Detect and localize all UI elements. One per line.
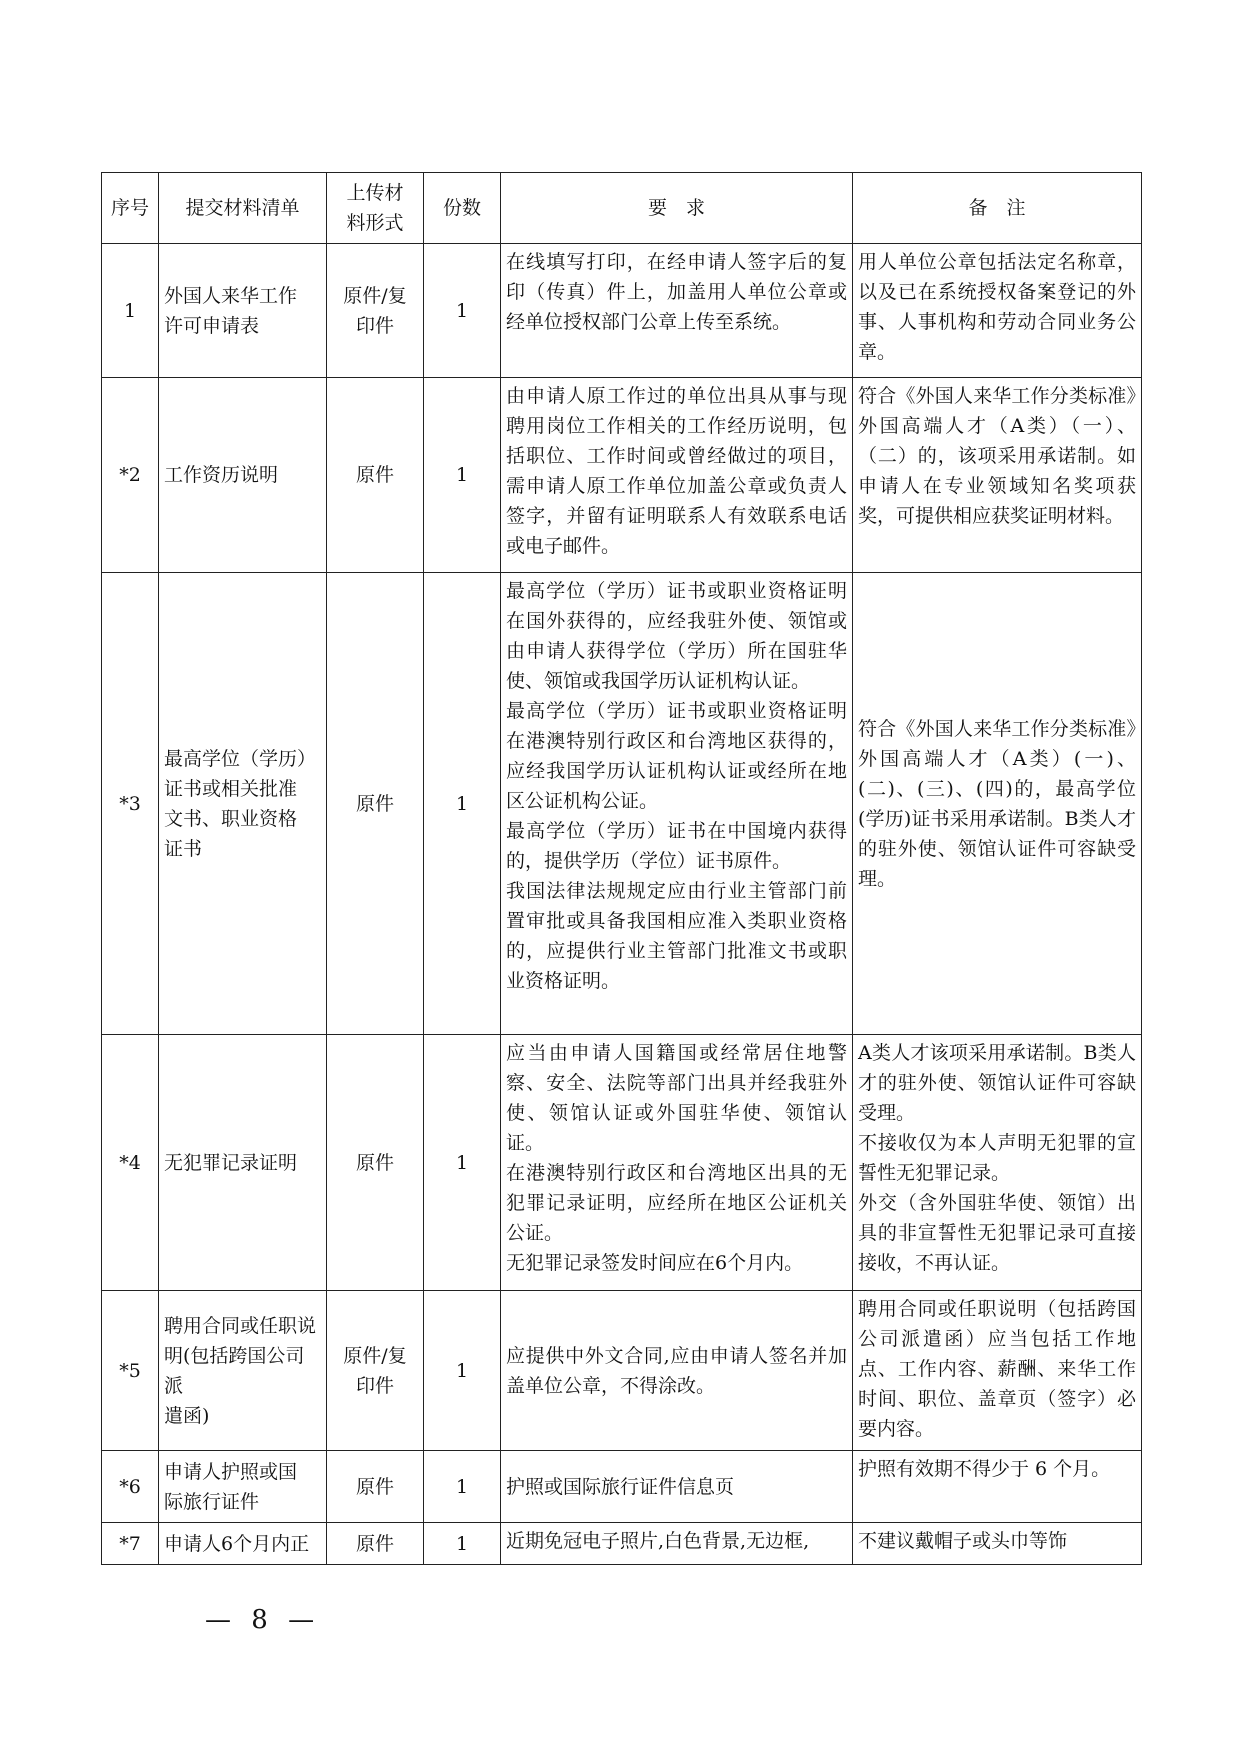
- table-row: [102, 1523, 1142, 1565]
- copy-count: 1: [424, 1291, 501, 1451]
- table-row: [102, 573, 1142, 1035]
- row-number: *2: [102, 378, 159, 573]
- requirement-cell: [501, 1291, 853, 1451]
- note-cell: [853, 244, 1142, 378]
- table-header-row: [102, 173, 1142, 244]
- table-row: [102, 1291, 1142, 1451]
- requirement-text: 应当由申请人国籍国或经常居住地警察、安全、法院等部门出具并经我驻外使、领馆认证或外国驻华使、领馆认证。: [506, 1042, 847, 1154]
- upload-form: 原件: [327, 1035, 424, 1291]
- requirement-text: 最高学位（学历）证书或职业资格证明在港澳特别行政区和台湾地区获得的，应经我国学历认证机构认证或经所在地区公证机构公证。: [506, 700, 847, 812]
- upload-form: 原件: [327, 1523, 424, 1565]
- material-name: 最高学位（学历） 证书或相关批准 文书、职业资格 证书: [159, 573, 327, 1035]
- note-text: 护照有效期不得少于 6 个月。: [858, 1458, 1111, 1480]
- header-no: 序号: [102, 173, 159, 244]
- table-row: [102, 1451, 1142, 1523]
- note-cell: [853, 1523, 1142, 1565]
- requirement-text: 护照或国际旅行证件信息页: [506, 1475, 735, 1498]
- note-text: 外交（含外国驻华使、领馆）出具的非宣誓性无犯罪记录可直接接收，不再认证。: [858, 1192, 1136, 1274]
- upload-form: 原件/复 印件: [327, 244, 424, 378]
- note-text: 不建议戴帽子或头巾等饰: [858, 1530, 1068, 1552]
- header-form: 上传材 料形式: [327, 173, 424, 244]
- header-requirement: 要 求: [501, 173, 853, 244]
- note-text: 聘用合同或任职说明（包括跨国公司派遣函）应当包括工作地点、工作内容、薪酬、来华工作时间、职位、盖章页（签字）必要内容。: [858, 1298, 1136, 1440]
- requirement-text: 在线填写打印，在经申请人签字后的复印（传真）件上，加盖用人单位公章或经单位授权部门公章上传至系统。: [506, 251, 847, 333]
- requirement-cell: [501, 1035, 853, 1291]
- material-name: 申请人6个月内正: [159, 1523, 327, 1565]
- copy-count: 1: [424, 1523, 501, 1565]
- table-row: [102, 378, 1142, 573]
- header-name: 提交材料清单: [159, 173, 327, 244]
- requirement-cell: [501, 244, 853, 378]
- row-number: *3: [102, 573, 159, 1035]
- material-name: 聘用合同或任职说 明(包括跨国公司派 遣函): [159, 1291, 327, 1451]
- row-number: *5: [102, 1291, 159, 1451]
- requirement-text: 我国法律法规规定应由行业主管部门前置审批或具备我国相应准入类职业资格的，应提供行业主管部门批准文书或职业资格证明。: [506, 880, 847, 992]
- upload-form: 原件: [327, 378, 424, 573]
- requirement-text: 在港澳特别行政区和台湾地区出具的无犯罪记录证明，应经所在地区公证机关公证。: [506, 1162, 847, 1244]
- note-text: 符合《外国人来华工作分类标准》外国高端人才（A类）(一)、(二)、(三)、(四)的，最高学位(学历)证书采用承诺制。B类人才的驻外使、领馆认证件可容缺受理。: [858, 717, 1136, 890]
- row-number: *4: [102, 1035, 159, 1291]
- material-name: 外国人来华工作 许可申请表: [159, 244, 327, 378]
- requirement-cell: [501, 378, 853, 573]
- materials-table: [101, 172, 1142, 1565]
- requirement-text: 应提供中外文合同,应由申请人签名并加盖单位公章，不得涂改。: [506, 1344, 847, 1397]
- copy-count: 1: [424, 378, 501, 573]
- row-number: *6: [102, 1451, 159, 1523]
- copy-count: 1: [424, 1451, 501, 1523]
- note-cell: [853, 1291, 1142, 1451]
- requirement-cell: [501, 573, 853, 1035]
- note-text: A类人才该项采用承诺制。B类人才的驻外使、领馆认证件可容缺受理。: [858, 1042, 1136, 1124]
- table-row: [102, 1035, 1142, 1291]
- page-number: — 8 —: [205, 1605, 321, 1635]
- header-count: 份数: [424, 173, 501, 244]
- requirement-text: 由申请人原工作过的单位出具从事与现聘用岗位工作相关的工作经历说明，包括职位、工作时间或曾经做过的项目，需申请人原工作单位加盖公章或负责人签字，并留有证明联系人有效联系电话或电子邮件。: [506, 385, 847, 557]
- copy-count: 1: [424, 573, 501, 1035]
- table-row: [102, 244, 1142, 378]
- requirement-text: 近期免冠电子照片,白色背景,无边框,: [506, 1530, 810, 1552]
- copy-count: 1: [424, 1035, 501, 1291]
- note-text: 不接收仅为本人声明无犯罪的宣誓性无犯罪记录。: [858, 1132, 1136, 1184]
- material-name: 申请人护照或国 际旅行证件: [159, 1451, 327, 1523]
- material-name: 无犯罪记录证明: [159, 1035, 327, 1291]
- row-number: *7: [102, 1523, 159, 1565]
- note-cell: [853, 573, 1142, 1035]
- header-note: 备 注: [853, 173, 1142, 244]
- requirement-text: 最高学位（学历）证书在中国境内获得的，提供学历（学位）证书原件。: [506, 820, 847, 872]
- upload-form: 原件/复 印件: [327, 1291, 424, 1451]
- requirement-text: 无犯罪记录签发时间应在6个月内。: [506, 1252, 804, 1274]
- material-name: 工作资历说明: [159, 378, 327, 573]
- requirement-text: 最高学位（学历）证书或职业资格证明在国外获得的，应经我驻外使、领馆或由申请人获得学位（学历）所在国驻华使、领馆或我国学历认证机构认证。: [506, 580, 847, 692]
- row-number: 1: [102, 244, 159, 378]
- requirement-cell: [501, 1451, 853, 1523]
- copy-count: 1: [424, 244, 501, 378]
- note-cell: [853, 1035, 1142, 1291]
- requirement-cell: [501, 1523, 853, 1565]
- note-text: 符合《外国人来华工作分类标准》外国高端人才（A类）（一）、（二）的，该项采用承诺制。如申请人在专业领域知名奖项获奖，可提供相应获奖证明材料。: [858, 385, 1136, 527]
- note-text: 用人单位公章包括法定名称章，以及已在系统授权备案登记的外事、人事机构和劳动合同业务公章。: [858, 251, 1136, 363]
- note-cell: [853, 1451, 1142, 1523]
- upload-form: 原件: [327, 1451, 424, 1523]
- note-cell: [853, 378, 1142, 573]
- upload-form: 原件: [327, 573, 424, 1035]
